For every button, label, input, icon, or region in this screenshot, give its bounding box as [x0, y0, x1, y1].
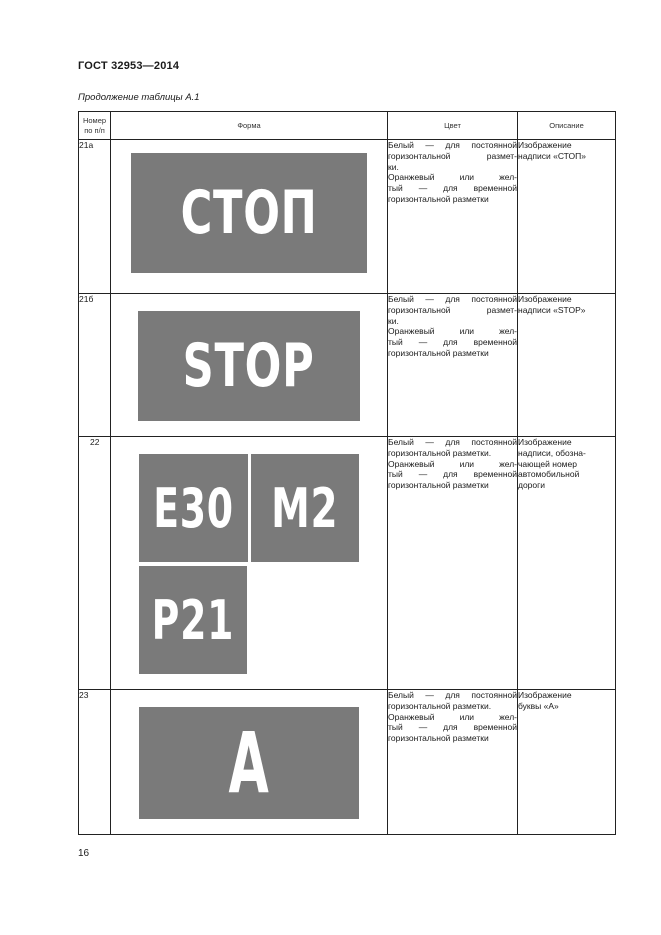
marking-sign-letter-a: [139, 707, 359, 819]
table-row: [79, 294, 616, 437]
description-text-line: буквы «А»: [518, 700, 559, 711]
marking-sign-text: Р21: [151, 588, 235, 652]
description-text-line: чающей номер: [518, 458, 577, 469]
color-text-line: тый — для временной: [388, 337, 517, 348]
color-text-line: тый — для временной: [388, 722, 517, 733]
description-text-line: надписи «STOP»: [518, 304, 586, 315]
color-text-line: горизонтальной разметки.: [388, 447, 492, 458]
color-text-line: Белый — для постоянной: [388, 437, 517, 447]
page-number: 16: [78, 848, 90, 859]
marking-sign-text: STOP: [183, 331, 315, 401]
table-row: [79, 690, 616, 835]
form-cell: [111, 437, 388, 690]
markings-table: [78, 111, 616, 835]
column-header-number: [79, 112, 111, 140]
description-text-line: Изображение: [518, 690, 572, 700]
color-text-line: Белый — для постоянной: [388, 140, 517, 150]
description-text-line: Изображение: [518, 140, 572, 150]
marking-sign-text: А: [228, 714, 270, 812]
color-text-line: горизонтальной размет-: [388, 150, 517, 161]
table-row: [79, 140, 616, 294]
table-caption: Продолжение таблицы А.1: [78, 92, 200, 103]
color-text-line: тый — для временной: [388, 469, 517, 480]
color-cell: [388, 690, 518, 835]
row-number: 21а: [79, 140, 111, 294]
marking-sign-road-number: [139, 566, 247, 674]
color-text-line: горизонтальной разметки: [388, 480, 489, 491]
column-header-number-line1: Номер: [82, 115, 107, 125]
color-text-line: горизонтальной размет-: [388, 304, 517, 315]
color-cell: [388, 294, 518, 437]
color-text-line: ки.: [388, 161, 399, 172]
color-text-line: Оранжевый или жел-: [388, 711, 517, 722]
marking-sign-stop-cyrillic: [131, 153, 367, 273]
color-text-line: Белый — для постоянной: [388, 294, 517, 304]
description-text-line: Изображение: [518, 294, 572, 304]
color-cell: [388, 140, 518, 294]
description-text-line: дороги: [518, 480, 545, 491]
form-cell: [111, 690, 388, 835]
marking-sign-text: М2: [271, 476, 339, 540]
column-header-form: Форма: [111, 112, 388, 140]
marking-sign-road-number: [251, 454, 359, 562]
row-number: 22: [79, 437, 111, 690]
row-number: 21б: [79, 294, 111, 437]
description-cell: [518, 294, 616, 437]
description-text-line: Изображение: [518, 437, 572, 447]
description-text-line: надписи «СТОП»: [518, 150, 586, 161]
color-text-line: Оранжевый или жел-: [388, 172, 517, 183]
table-row: [79, 437, 616, 690]
color-text-line: Оранжевый или жел-: [388, 458, 517, 469]
color-text-line: ки.: [388, 315, 399, 326]
column-header-color: Цвет: [388, 112, 518, 140]
color-text-line: Белый — для постоянной: [388, 690, 517, 700]
color-text-line: горизонтальной разметки.: [388, 700, 492, 711]
table-header-row: [79, 112, 616, 140]
row-number: 23: [79, 690, 111, 835]
description-cell: [518, 437, 616, 690]
column-header-number-line2: по п/п: [84, 125, 105, 135]
column-header-description: Описание: [518, 112, 616, 140]
marking-sign-road-number: [139, 454, 248, 562]
form-cell: [111, 140, 388, 294]
description-cell: [518, 140, 616, 294]
marking-sign-stop-latin: [138, 311, 360, 421]
color-text-line: тый — для временной: [388, 183, 517, 194]
description-cell: [518, 690, 616, 835]
document-title: ГОСТ 32953—2014: [78, 60, 180, 72]
marking-sign-text: СТОП: [180, 178, 318, 248]
color-cell: [388, 437, 518, 690]
marking-sign-text: Е30: [153, 476, 234, 540]
description-text-line: надписи, обозна-: [518, 447, 586, 458]
description-text-line: автомобильной: [518, 469, 580, 480]
color-text-line: горизонтальной разметки: [388, 193, 489, 204]
color-text-line: горизонтальной разметки: [388, 347, 489, 358]
form-cell: [111, 294, 388, 437]
color-text-line: Оранжевый или жел-: [388, 326, 517, 337]
color-text-line: горизонтальной разметки: [388, 733, 489, 744]
